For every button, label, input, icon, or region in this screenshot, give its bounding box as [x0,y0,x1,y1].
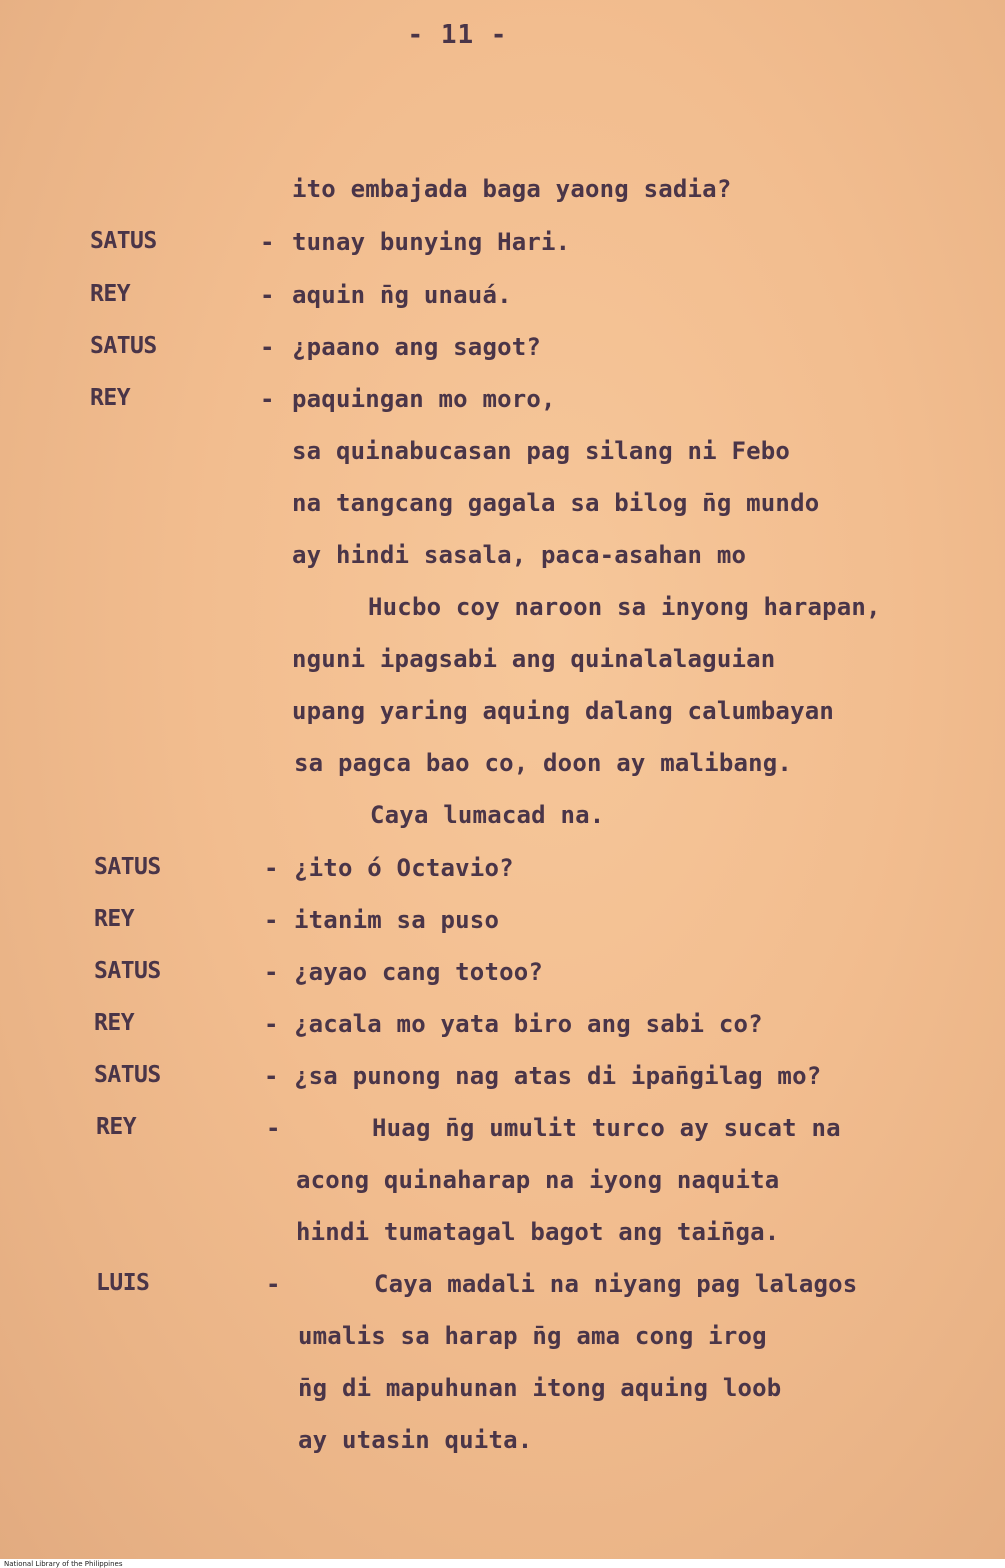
line-text: sa quinabucasan pag silang ni Febo [292,437,791,465]
speaker-name: REY [94,1010,135,1036]
line-text: upang yaring aquing dalang calumbayan [292,697,835,725]
script-line [0,281,1005,321]
script-line [0,1426,1005,1466]
speaker-name: REY [90,385,131,411]
dialogue-dash: - [264,1062,279,1090]
script-line [0,1270,1005,1310]
line-text: Hucbo coy naroon sa inyong harapan, [368,593,881,621]
script-line [0,333,1005,373]
script-line [0,541,1005,581]
footer-strip [0,1559,1005,1568]
line-text: nguni ipagsabi ang quinalalaguian [292,645,776,673]
script-line [0,437,1005,477]
dialogue-dash: - [260,228,275,256]
page-number: - 11 - [407,20,508,50]
speaker-name: SATUS [90,228,157,254]
script-line [0,645,1005,685]
speaker-name: REY [90,281,131,307]
script-line [0,1374,1005,1414]
dialogue-dash: - [260,281,275,309]
speaker-name: SATUS [94,854,161,880]
dialogue-dash: - [264,1010,279,1038]
script-line [0,489,1005,529]
script-line [0,1218,1005,1258]
speaker-name: REY [94,906,135,932]
line-text: na tangcang gagala sa bilog n̄g mundo [292,489,820,517]
dialogue-dash: - [260,385,275,413]
script-line [0,697,1005,737]
line-text: Huag n̄g umulit turco ay sucat na [372,1114,841,1142]
line-text: ay utasin quita. [298,1426,533,1454]
speaker-name: REY [96,1114,137,1140]
script-line [0,854,1005,894]
library-credit: National Library of the Philippines [4,1560,123,1568]
script-line [0,385,1005,425]
script-line [0,906,1005,946]
script-line [0,1114,1005,1154]
script-line [0,175,1005,215]
line-text: hindi tumatagal bagot ang tain̄ga. [296,1218,780,1246]
script-line [0,1322,1005,1362]
speaker-name: SATUS [94,1062,161,1088]
line-text: ito embajada baga yaong sadia? [292,175,732,203]
speaker-name: SATUS [94,958,161,984]
line-text: ¿sa punong nag atas di ipan̄gilag mo? [294,1062,822,1090]
script-line [0,1062,1005,1102]
dialogue-dash: - [266,1114,281,1142]
line-text: acong quinaharap na iyong naquita [296,1166,780,1194]
script-line [0,1166,1005,1206]
script-line [0,958,1005,998]
speaker-name: LUIS [96,1270,150,1296]
line-text: paquingan mo moro, [292,385,556,413]
line-text: itanim sa puso [294,906,500,934]
line-text: umalis sa harap n̄g ama cong irog [298,1322,767,1350]
line-text: Caya lumacad na. [370,801,605,829]
script-line [0,1010,1005,1050]
line-text: sa pagca bao co, doon ay malibang. [294,749,793,777]
speaker-name: SATUS [90,333,157,359]
script-line [0,593,1005,633]
dialogue-dash: - [264,906,279,934]
line-text: aquin n̄g unauá. [292,281,512,309]
line-text: ¿ito ó Octavio? [294,854,514,882]
dialogue-dash: - [266,1270,281,1298]
script-line [0,749,1005,789]
line-text: ¿ayao cang totoo? [294,958,544,986]
line-text: ay hindi sasala, paca-asahan mo [292,541,747,569]
line-text: n̄g di mapuhunan itong aquing loob [298,1374,782,1402]
line-text: Caya madali na niyang pag lalagos [374,1270,858,1298]
dialogue-dash: - [264,854,279,882]
dialogue-dash: - [260,333,275,361]
script-line [0,228,1005,268]
dialogue-dash: - [264,958,279,986]
script-line [0,801,1005,841]
line-text: ¿paano ang sagot? [292,333,542,361]
line-text: ¿acala mo yata biro ang sabi co? [294,1010,763,1038]
line-text: tunay bunying Hari. [292,228,571,256]
